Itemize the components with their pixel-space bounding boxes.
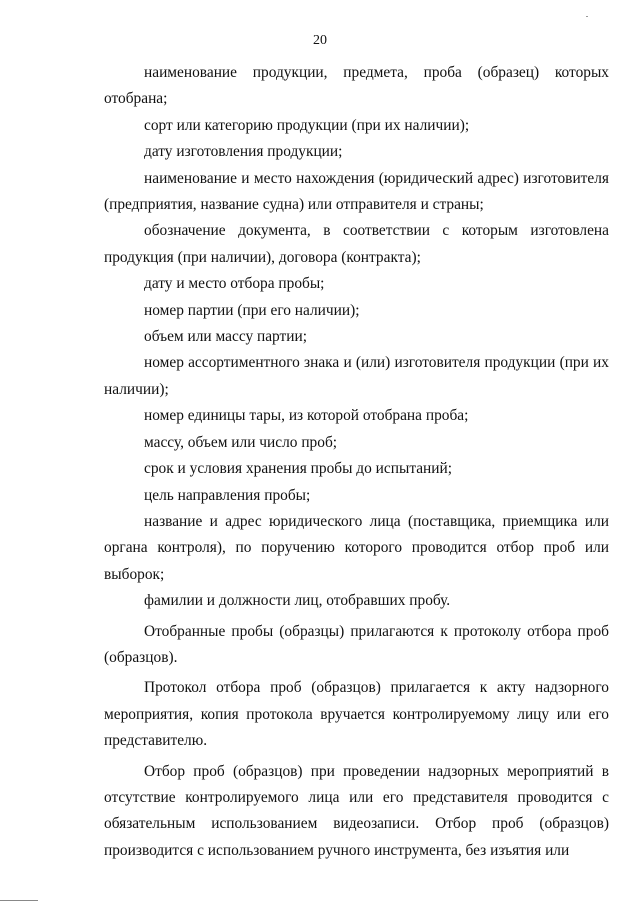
scan-edge-line: [0, 900, 38, 901]
scan-artifact-dot: [586, 16, 588, 17]
paragraph-manufacturer: наименование и место нахождения (юридический адрес) изготовителя (предприятия, название судна) или отправителя и страны;: [104, 169, 609, 214]
paragraph-storage-conditions: срок и условия хранения пробы до испытаний;: [144, 460, 453, 478]
paragraph-container-number: номер единицы тары, из которой отобрана проба;: [144, 407, 469, 425]
paragraph-product-name: наименование продукции, предмета, проба (образец) которых отобрана;: [104, 64, 609, 108]
paragraph-sampling-date-place: дату и место отбора пробы;: [144, 275, 325, 293]
paragraph-legal-entity: название и адрес юридического лица (поставщика, приемщика или органа контроля), по поручению которого проводится отбор проб или выборок;: [104, 512, 609, 583]
page-number: 20: [313, 33, 327, 48]
paragraph-assortment-mark: номер ассортиментного знака и (или) изготовителя продукции (при их наличии);: [104, 354, 609, 398]
paragraph-protocol-attached: Протокол отбора проб (образцов) прилагается к акту надзорного мероприятия, копия протокола вручается контролируемому лицу или его представителю.: [104, 679, 609, 750]
paragraph-sampler-names: фамилии и должности лиц, отобравших пробу.: [144, 592, 451, 610]
paragraph-document-designation: обозначение документа, в соответствии с которым изготовлена продукция (при наличии), договора (контракта);: [104, 222, 609, 266]
paragraph-manufacture-date: дату изготовления продукции;: [144, 143, 343, 161]
document-body: [104, 60, 609, 864]
paragraph-samples-attached: Отобранные пробы (образцы) прилагаются к протоколу отбора проб (образцов).: [104, 622, 609, 666]
paragraph-grade: сорт или категорию продукции (при их наличии);: [144, 116, 470, 134]
paragraph-sampling-video: Отбор проб (образцов) при проведении надзорных мероприятий в отсутствие контролируемого лица или его представителя проводится с обязательным использованием видеозаписи. Отбор проб (образцов) производится с использованием ручного инструмента, без изъятия или: [104, 762, 609, 859]
paragraph-sample-purpose: цель направления пробы;: [144, 486, 311, 504]
paragraph-batch-volume: объем или массу партии;: [144, 328, 308, 346]
paragraph-batch-number: номер партии (при его наличии);: [144, 301, 360, 319]
paragraph-sample-mass: массу, объем или число проб;: [144, 433, 338, 451]
